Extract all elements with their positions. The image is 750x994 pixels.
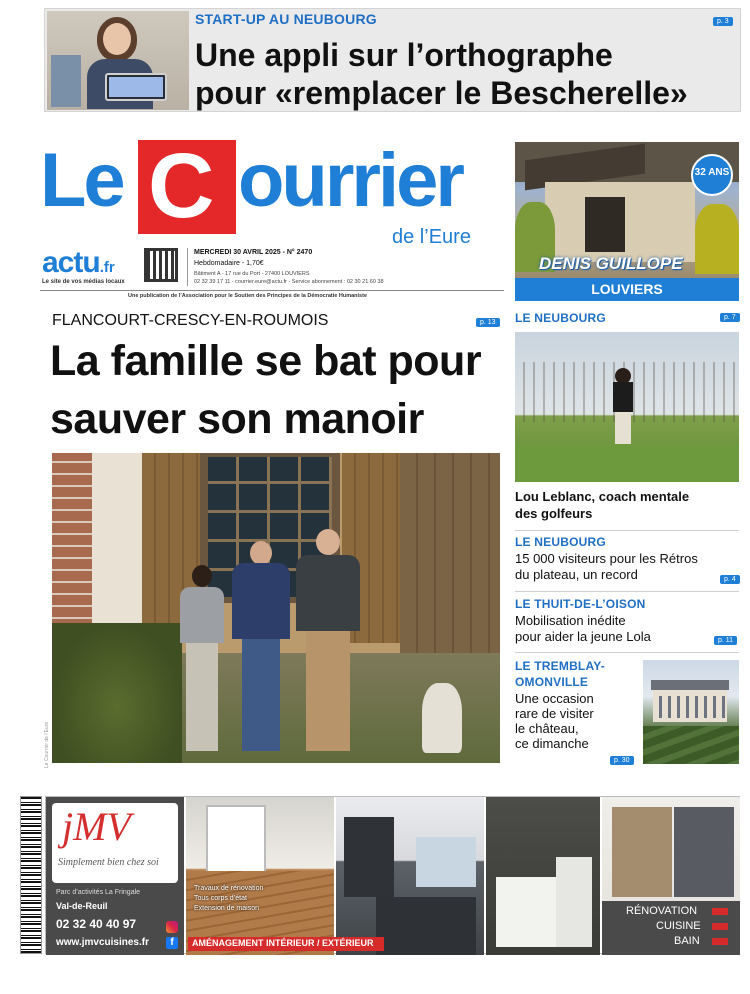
actu-logo[interactable] [42, 246, 115, 280]
issue-price: Hebdomadaire - 1,70€ [194, 260, 264, 267]
s2-page: p. 4 [720, 575, 740, 584]
actu-word: actu [42, 246, 100, 279]
barcode [20, 796, 42, 954]
teaser-kicker: START-UP AU NEUBOURG [195, 11, 377, 27]
main-headline-2[interactable]: sauver son manoir [50, 395, 424, 443]
actu-tagline: Le site de vos médias locaux [42, 279, 125, 285]
teaser-headline-2: pour «remplacer le Bescherelle» [195, 75, 688, 111]
teaser-photo [47, 11, 189, 110]
service-1: CUISINE [656, 920, 701, 932]
ad-jmv[interactable] [45, 796, 740, 954]
top-teaser[interactable] [44, 8, 741, 112]
ad-photo-terrace [186, 797, 334, 955]
issue-contact: 02 32 39 17 11 - courrier.eure@actu.fr - Service abonnement : 02 30 21 60 38 [194, 279, 384, 285]
facebook-icon[interactable]: f [166, 937, 178, 949]
s2-line-1[interactable]: 15 000 visiteurs pour les Rétros [515, 551, 698, 566]
ad-photo-bath [486, 797, 600, 955]
ad-banner-text: AMÉNAGEMENT INTÉRIEUR / EXTÉRIEUR [192, 938, 374, 948]
s1-title-1[interactable]: Lou Leblanc, coach mentale [515, 489, 690, 504]
main-photo-credit: Le Courrier de l’Eure [44, 721, 50, 768]
s3-line-2[interactable]: pour aider la jeune Lola [515, 629, 651, 644]
actu-fr: .fr [99, 259, 115, 276]
ad-guillope[interactable] [515, 142, 739, 301]
s1-title-2[interactable]: des golfeurs [515, 506, 593, 521]
ad-city: LOUVIERS [591, 281, 663, 297]
s1-photo[interactable] [515, 332, 739, 482]
main-kicker: FLANCOURT-CRESCY-EN-ROUMOIS [52, 312, 329, 329]
jmv-town: Val-de-Reuil [56, 901, 108, 911]
s4-line-3[interactable]: le château, [515, 721, 579, 736]
logo-ourrier: ourrier [238, 138, 462, 223]
works-2: Tous corps d’état [194, 895, 247, 902]
s1-page: p. 7 [720, 313, 740, 322]
jmv-logo: jMV [62, 804, 131, 849]
jmv-web[interactable]: www.jmvcuisines.fr [56, 937, 149, 948]
badge-text: 32 ANS [694, 167, 730, 178]
issue-address: Bâtiment A - 17 rue du Port - 27400 LOUVIERS [194, 271, 310, 277]
masthead [40, 136, 504, 306]
s4-kicker-2: OMONVILLE [515, 675, 589, 689]
s3-line-1[interactable]: Mobilisation inédite [515, 613, 626, 628]
teaser-page: p. 3 [713, 17, 733, 26]
qr-code[interactable] [144, 248, 178, 282]
s3-kicker: LE THUIT-DE-L’OISON [515, 597, 646, 611]
works-3: Extension de maison [194, 905, 259, 912]
s3-page: p. 11 [714, 636, 737, 645]
jmv-park: Parc d’activités La Fringale [56, 889, 141, 896]
ad-brand: DENIS GUILLOPE [539, 254, 683, 273]
instagram-icon[interactable] [166, 921, 178, 933]
main-photo[interactable] [52, 453, 500, 763]
ad-photo-kitchen [336, 797, 484, 955]
s4-line-1[interactable]: Une occasion [515, 691, 594, 706]
logo-le: Le [40, 138, 123, 223]
s4-line-4[interactable]: ce dimanche [515, 736, 589, 751]
s1-kicker: LE NEUBOURG [515, 311, 606, 325]
service-2: BAIN [674, 935, 700, 947]
anniversary-badge [691, 154, 733, 196]
service-0: RÉNOVATION [626, 905, 698, 917]
main-page: p. 13 [476, 318, 500, 327]
logo-subtitle: de l’Eure [392, 226, 471, 248]
works-1: Travaux de rénovation [194, 885, 264, 892]
main-headline-1[interactable]: La famille se bat pour [50, 337, 482, 385]
s2-line-2[interactable]: du plateau, un record [515, 567, 638, 582]
s4-page: p. 30 [610, 756, 634, 765]
s4-line-2[interactable]: rare de visiter [515, 706, 594, 721]
teaser-headline-1: Une appli sur l’orthographe [195, 37, 613, 73]
issue-date: MERCREDI 30 AVRIL 2025 - N° 2470 [194, 249, 313, 256]
logo-c: C [148, 135, 215, 237]
jmv-phone[interactable]: 02 32 40 40 97 [56, 917, 137, 931]
jmv-slogan: Simplement bien chez soi [58, 857, 159, 868]
logo-c-box [138, 135, 236, 237]
publication-line: Une publication de l’Association pour le Soutien des Principes de la Démocratie Humaniste [128, 293, 367, 299]
s4-kicker-1: LE TREMBLAY- [515, 659, 605, 673]
s4-photo[interactable] [643, 660, 739, 764]
s2-kicker: LE NEUBOURG [515, 535, 606, 549]
